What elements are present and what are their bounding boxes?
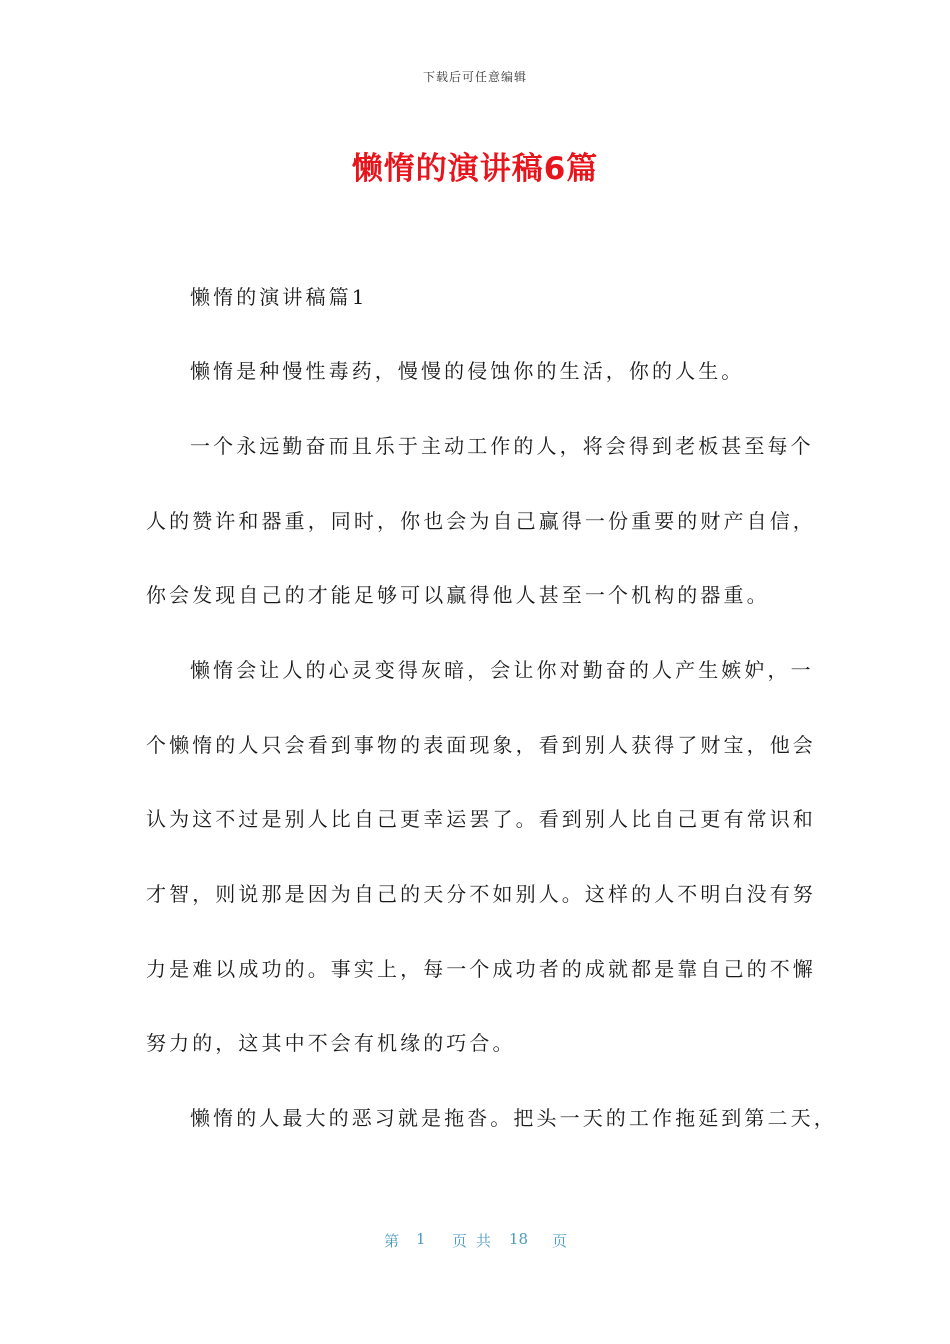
footer-middle: 页共 — [452, 1232, 501, 1250]
header-note: 下载后可任意编辑 — [422, 70, 527, 84]
paragraph-line: 努力的，这其中不会有机缘的巧合。 — [146, 1031, 516, 1055]
paragraph-line: 力是难以成功的。事实上，每一个成功者的成就都是靠自己的不懈 — [146, 957, 816, 981]
footer-suffix: 页 — [552, 1232, 568, 1250]
paragraph-line: 一个永远勤奋而且乐于主动工作的人，将会得到老板甚至每个 — [190, 434, 814, 458]
paragraph-line: 你会发现自己的才能足够可以赢得他人甚至一个机构的器重。 — [146, 583, 770, 607]
paragraph-line: 个懒惰的人只会看到事物的表面现象，看到别人获得了财宝，他会 — [146, 733, 816, 757]
paragraph-line: 认为这不过是别人比自己更幸运罢了。看到别人比自己更有常识和 — [146, 807, 816, 831]
footer-prefix: 第 — [384, 1232, 400, 1250]
paragraph-line: 懒惰是种慢性毒药，慢慢的侵蚀你的生活，你的人生。 — [190, 359, 745, 383]
footer-page-number: 1 — [416, 1230, 426, 1248]
paragraph-line: 才智，则说那是因为自己的天分不如别人。这样的人不明白没有努 — [146, 882, 816, 906]
paragraph-line: 人的赞许和器重，同时，你也会为自己赢得一份重要的财产自信， — [146, 509, 816, 533]
footer-page-total: 18 — [509, 1230, 529, 1248]
paragraph-line: 懒惰的人最大的恶习就是拖沓。把头一天的工作拖延到第二天， — [190, 1106, 837, 1130]
section-heading: 懒惰的演讲稿篇1 — [190, 285, 368, 309]
document-title: 懒惰的演讲稿6篇 — [351, 151, 599, 187]
paragraph-line: 懒惰会让人的心灵变得灰暗，会让你对勤奋的人产生嫉妒，一 — [190, 658, 814, 682]
